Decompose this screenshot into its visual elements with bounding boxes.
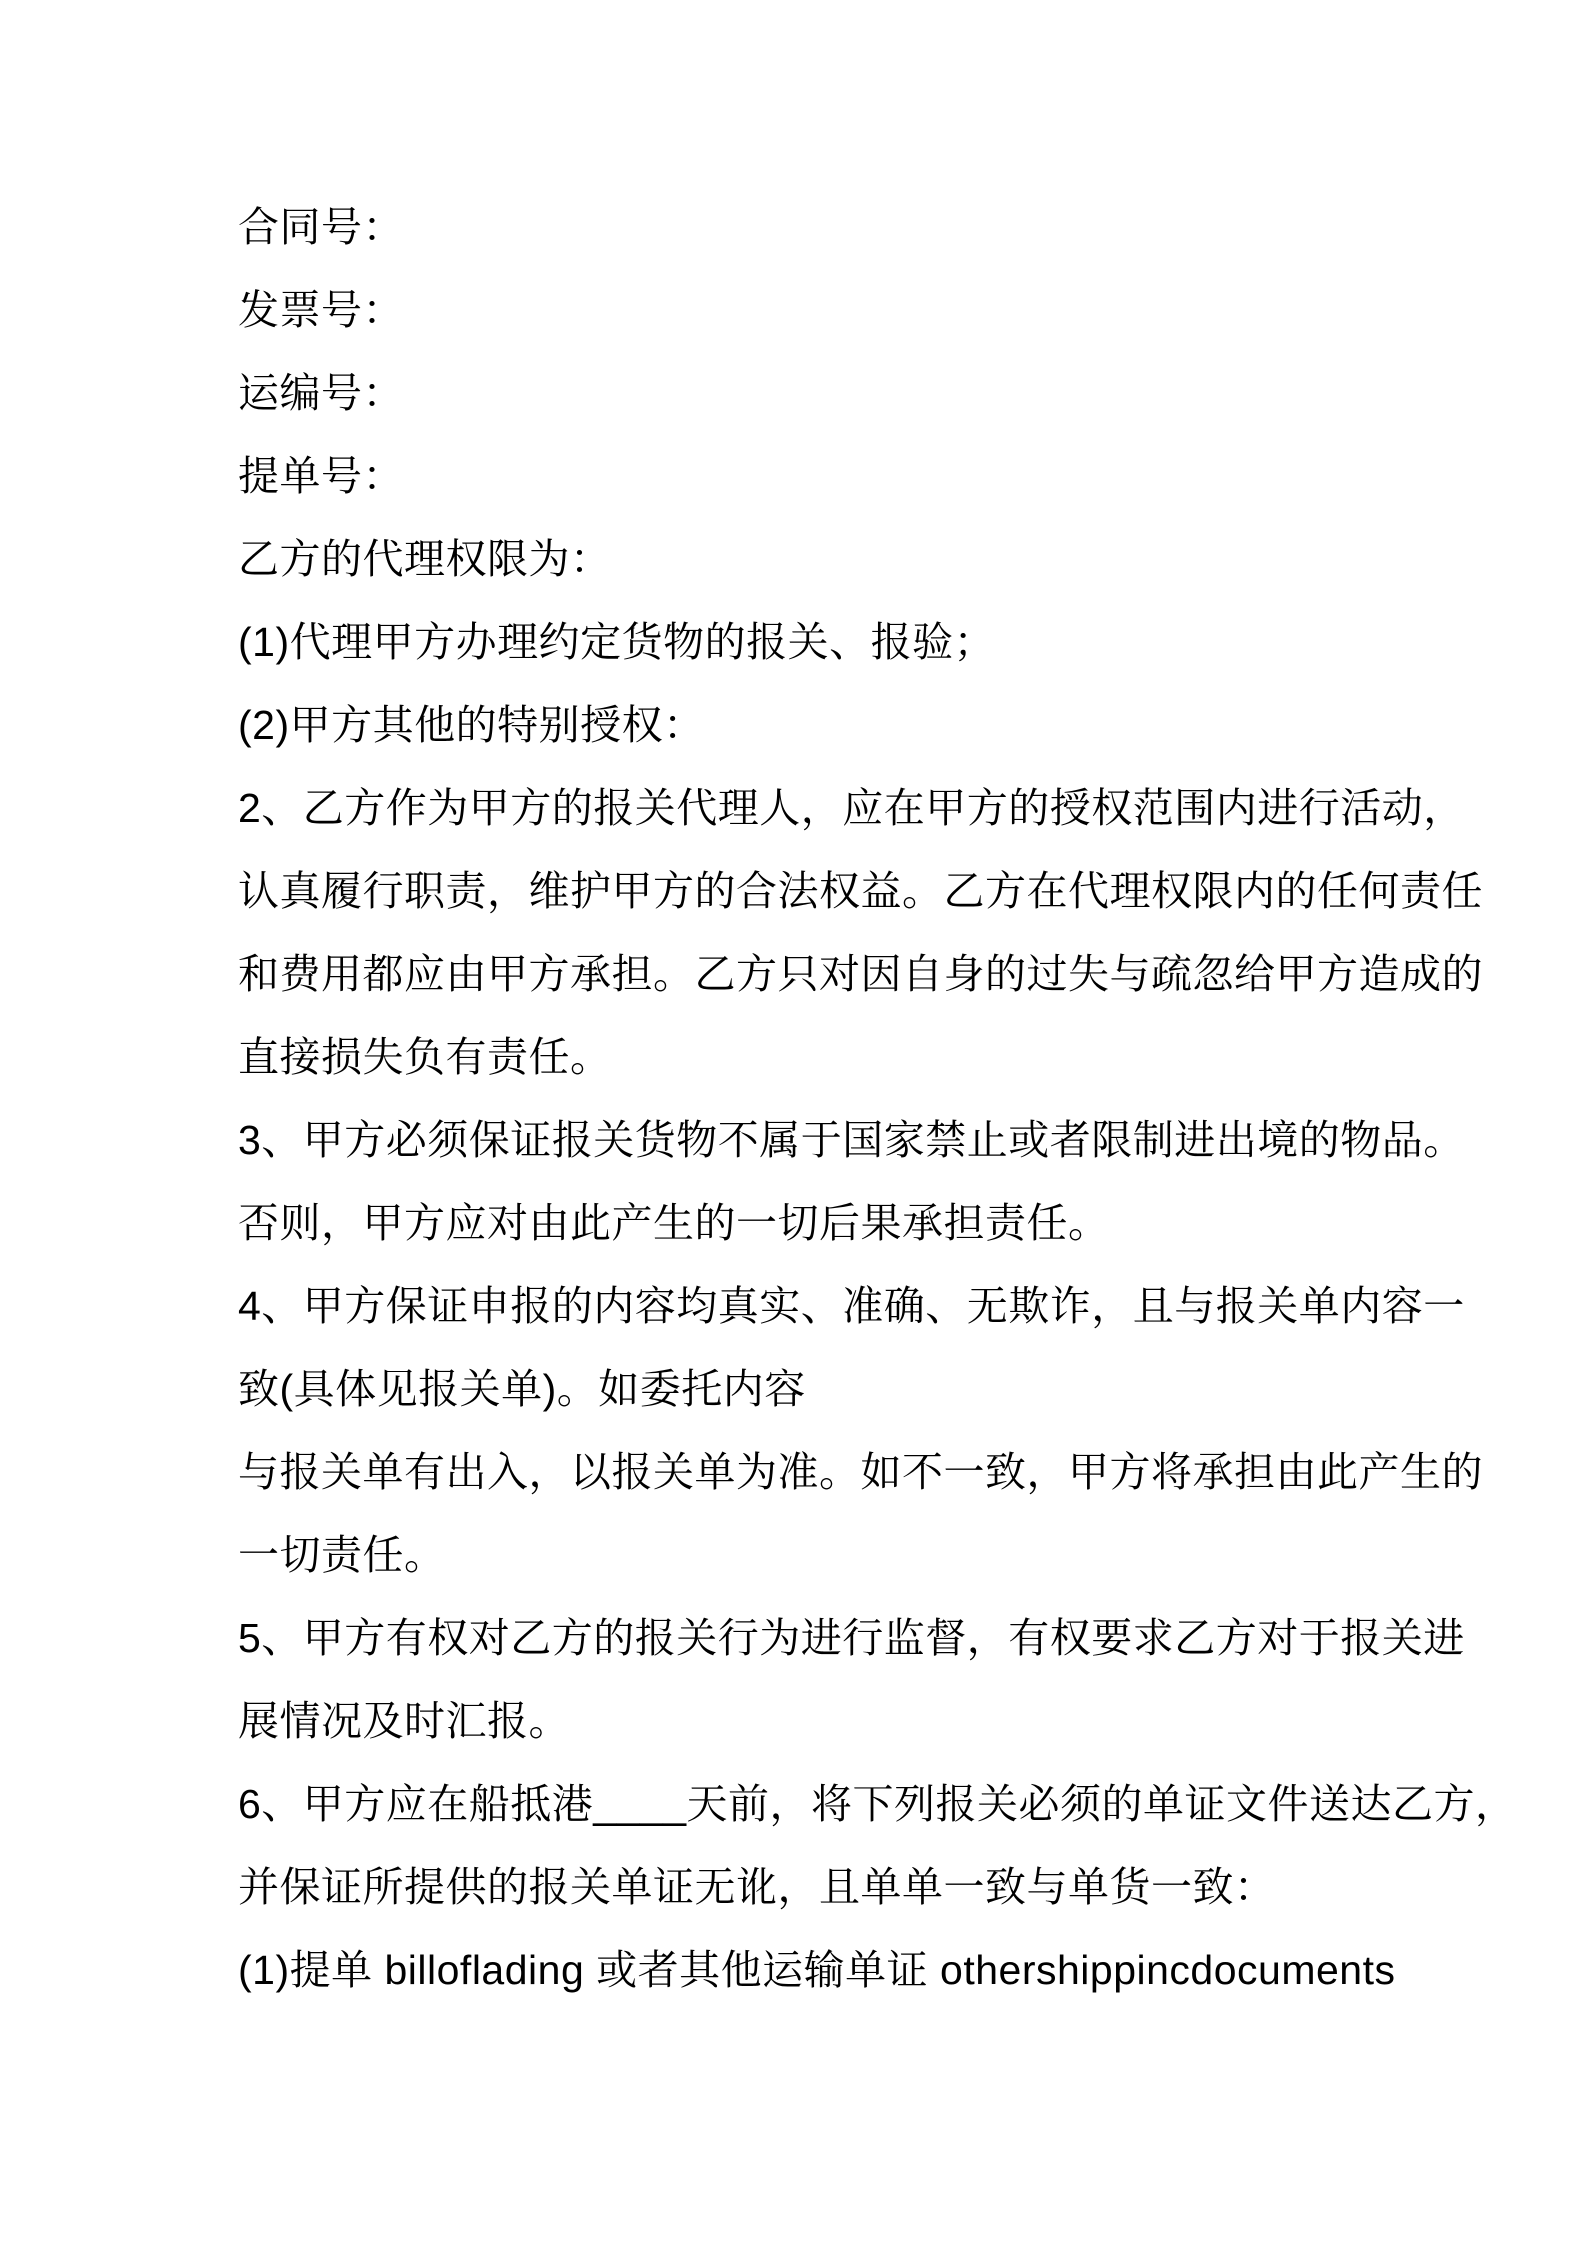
clause-2-line-4: 直接损失负有责任。 <box>238 1034 612 1080</box>
bill-of-lading-no-line: 提单号： <box>238 453 404 499</box>
agency-scope-item-1: (1)代理甲方办理约定货物的报关、报验； <box>238 619 996 665</box>
clause-5-line-2: 展情况及时汇报。 <box>238 1698 570 1744</box>
clause-2-line-1: 2、乙方作为甲方的报关代理人，应在甲方的授权范围内进行活动， <box>238 785 1465 831</box>
clause-4-line-1: 4、甲方保证申报的内容均真实、准确、无欺诈，且与报关单内容一 <box>238 1283 1465 1329</box>
clause-4-line-4: 一切责任。 <box>238 1532 446 1578</box>
shipping-no-line: 运编号： <box>238 370 404 416</box>
invoice-no-line: 发票号： <box>238 287 404 333</box>
clause-6-line-2: 并保证所提供的报关单证无讹，且单单一致与单货一致： <box>238 1864 1276 1910</box>
clause-6-line-1: 6、甲方应在船抵港____天前，将下列报关必须的单证文件送达乙方， <box>238 1781 1517 1827</box>
clause-3-line-2: 否则，甲方应对由此产生的一切后果承担责任。 <box>238 1200 1110 1246</box>
agency-scope-item-2: (2)甲方其他的特别授权： <box>238 702 705 748</box>
clause-5-line-1: 5、甲方有权对乙方的报关行为进行监督，有权要求乙方对于报关进 <box>238 1615 1465 1661</box>
clause-2-line-2: 认真履行职责，维护甲方的合法权益。乙方在代理权限内的任何责任 <box>238 868 1483 914</box>
agency-scope-heading: 乙方的代理权限为： <box>238 536 612 582</box>
clause-4-line-3: 与报关单有出入，以报关单为准。如不一致，甲方将承担由此产生的 <box>238 1449 1483 1495</box>
clause-2-line-3: 和费用都应由甲方承担。乙方只对因自身的过失与疏忽给甲方造成的 <box>238 951 1483 997</box>
contract-text-block <box>238 186 1517 2012</box>
clause-3-line-1: 3、甲方必须保证报关货物不属于国家禁止或者限制进出境的物品。 <box>238 1117 1465 1163</box>
clause-6-item-1: (1)提单 billoflading 或者其他运输单证 othershippincdocuments <box>238 1947 1396 1993</box>
clause-4-line-2: 致(具体见报关单)。如委托内容 <box>238 1366 806 1412</box>
contract-no-line: 合同号： <box>238 204 404 250</box>
